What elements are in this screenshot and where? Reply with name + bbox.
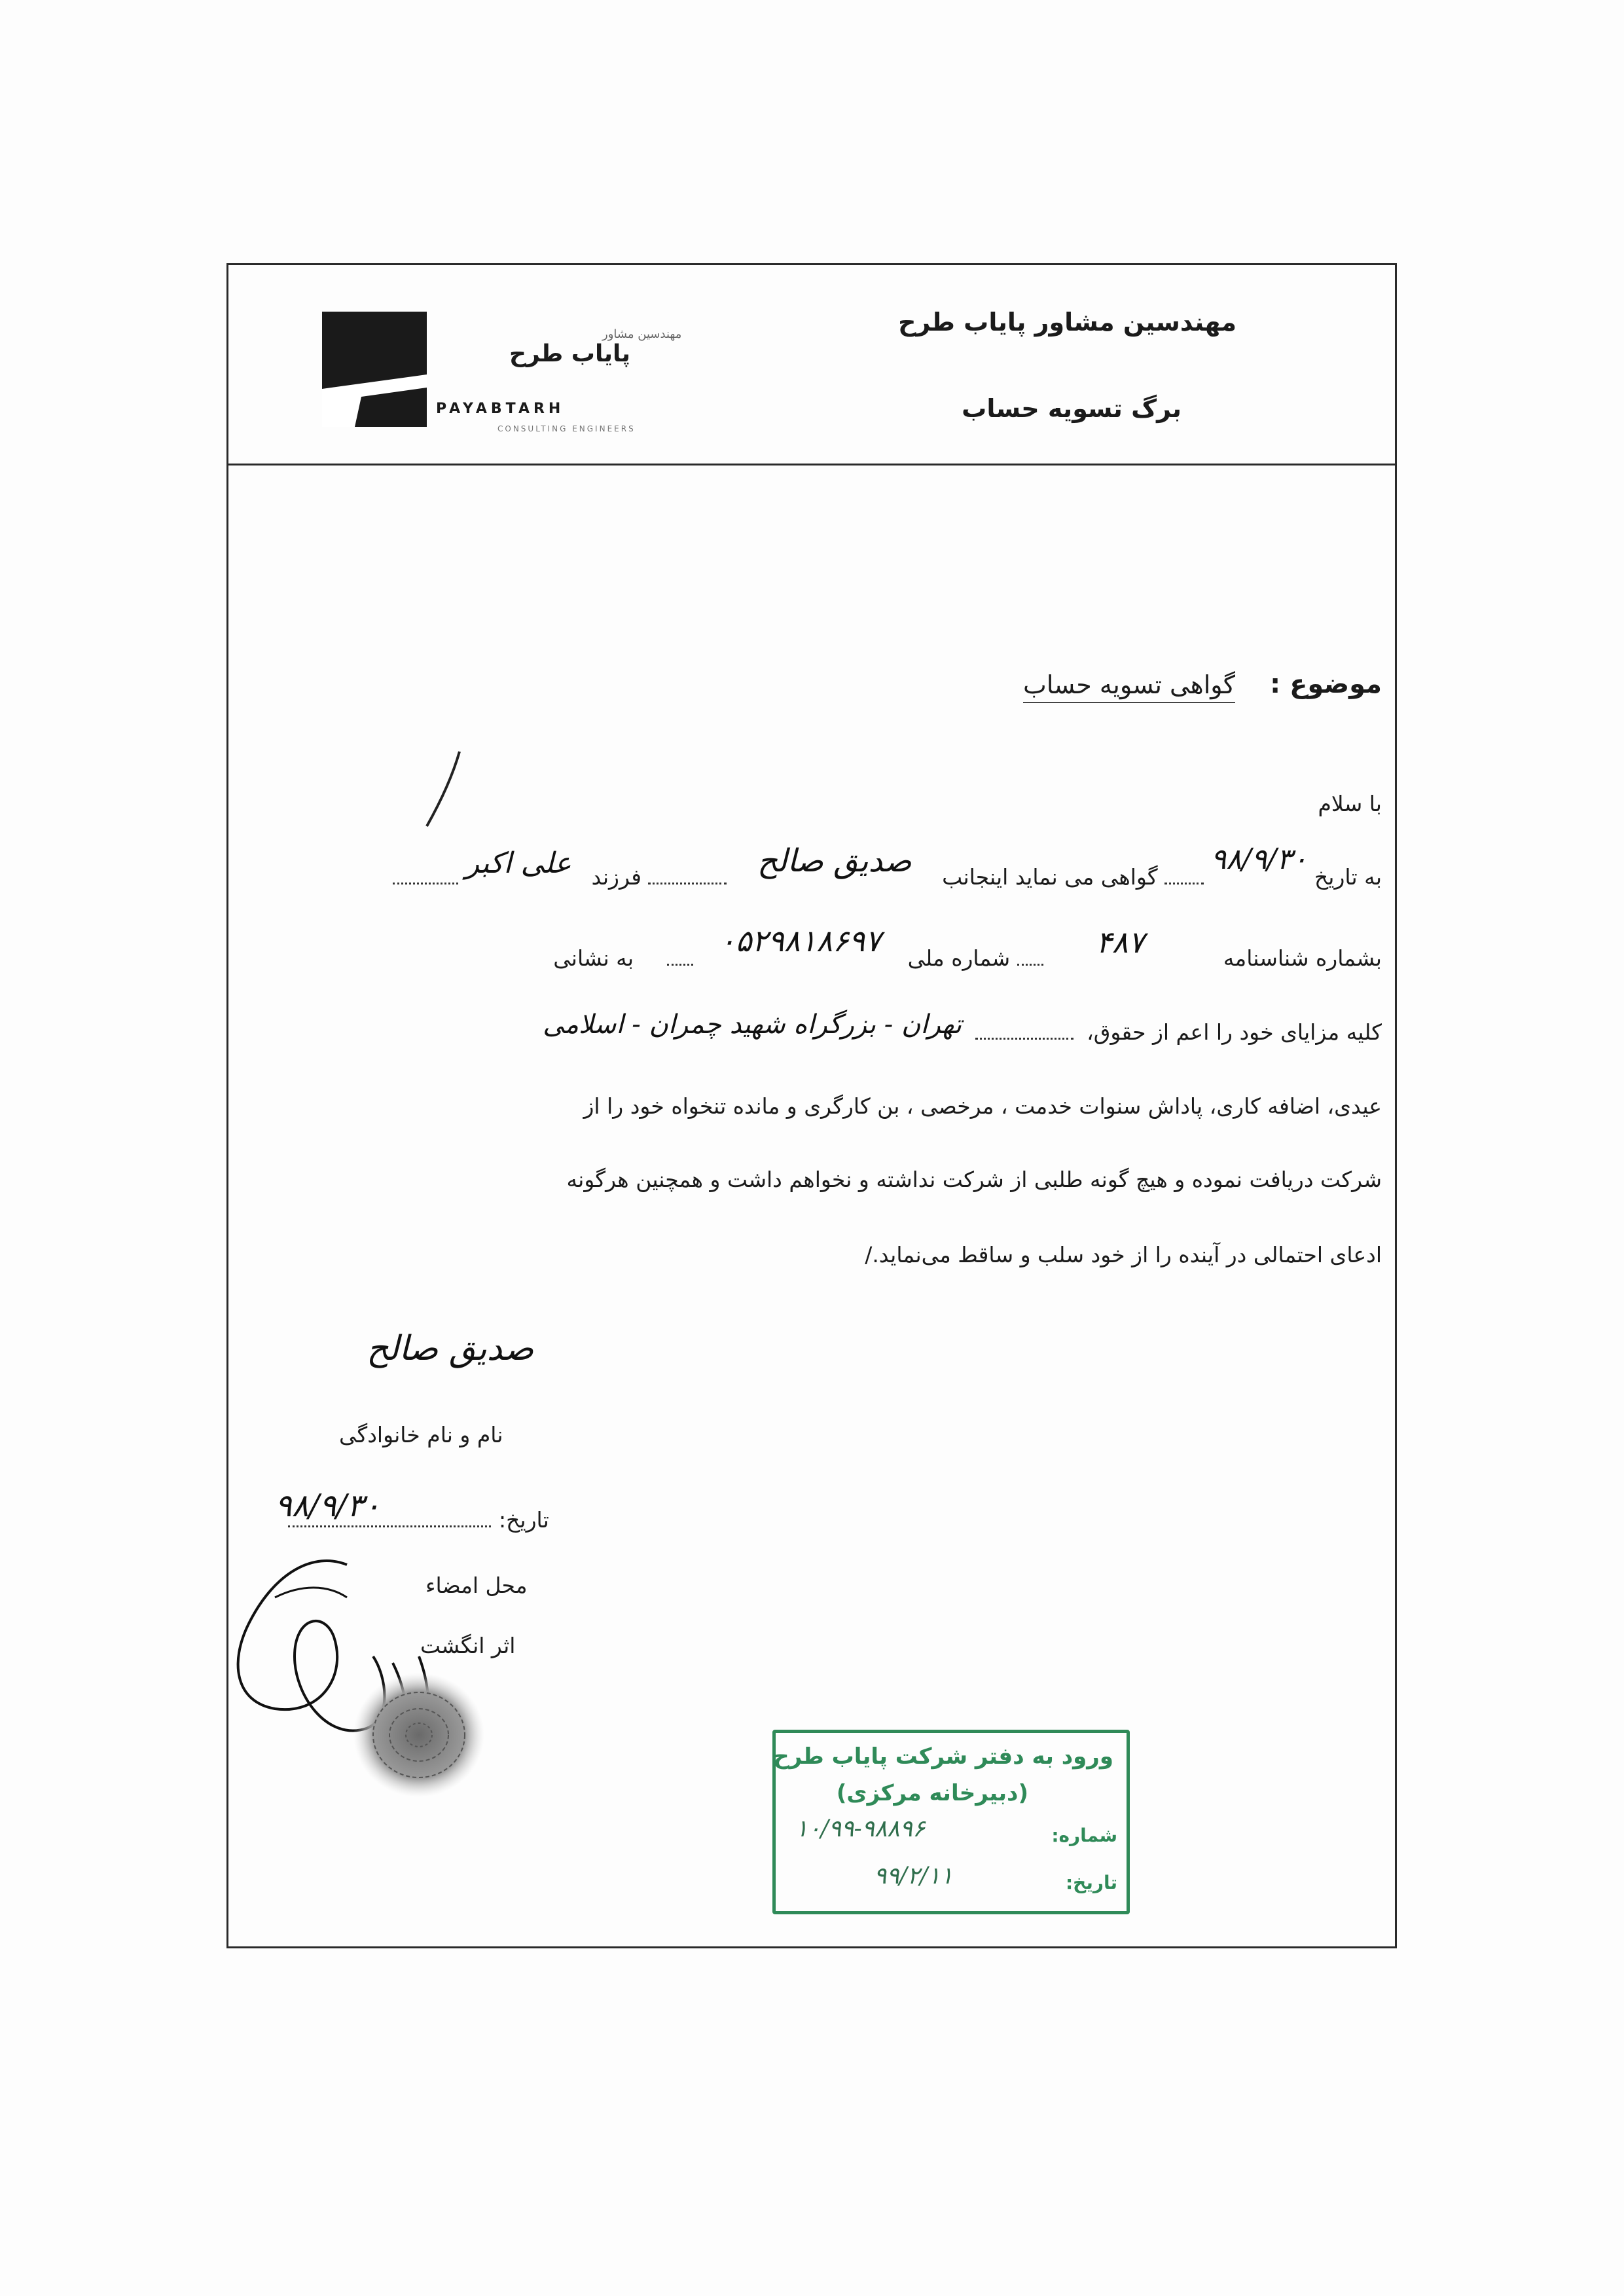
dotted-line: [393, 877, 458, 884]
logo-subtitle-fa: مهندسین مشاور: [602, 327, 682, 341]
id-label: بشماره شناسنامه: [1223, 945, 1382, 971]
header-divider: [226, 464, 1397, 465]
national-label: شماره ملی: [907, 945, 1011, 971]
father-handwritten: علی اکبر: [465, 847, 572, 880]
body-line-7: ادعای احتمالی در آینده را از خود سلب و ساقط می‌نماید./: [865, 1242, 1382, 1267]
dotted-line: [648, 877, 727, 884]
stamp-title: ورود به دفتر شرکت پایاب طرح: [773, 1743, 1113, 1770]
salutation: با سلام: [1318, 791, 1382, 816]
benefits-text: کلیه مزایای خود را اعم از حقوق،: [1087, 1019, 1382, 1045]
logo-name-fa: پایاب طرح: [509, 340, 631, 367]
company-logo-mark: [322, 312, 427, 427]
body-line-6: شرکت دریافت نموده و هیچ گونه طلبی از شرکت نداشته و نخواهم داشت و همچنین هرگونه: [566, 1167, 1382, 1192]
dotted-line: [1164, 877, 1204, 884]
subject-text: گواهی تسویه حساب: [1023, 670, 1235, 703]
logo-mark-graphic: [322, 312, 427, 427]
signer-name-handwritten: صدیق صالح: [367, 1329, 534, 1368]
signer-name-label: نام و نام خانوادگی: [339, 1422, 503, 1448]
stamp-number-handwritten: ۱۰/۹۹-۹۸۸۹۶: [795, 1815, 926, 1842]
form-name: برگ تسویه حساب: [962, 394, 1182, 423]
address-label: به نشانی: [553, 945, 634, 971]
logo-name-en: PAYABTARH: [436, 401, 565, 417]
logo-subtitle-en: CONSULTING ENGINEERS: [497, 424, 636, 433]
signer-date-label: تاریخ:: [499, 1507, 549, 1533]
subject-label: موضوع :: [1270, 669, 1382, 699]
child-of-label: فرزند: [591, 864, 641, 890]
name-handwritten: صدیق صالح: [757, 843, 912, 879]
stamp-date-label: تاریخ:: [1065, 1872, 1117, 1893]
dotted-line: [1017, 958, 1043, 966]
pen-stroke: [419, 746, 471, 831]
national-code-handwritten: ۰۵۲۹۸۱۸۶۹۷: [719, 923, 882, 958]
body-line-address: [543, 1010, 1382, 1046]
address-handwritten: تهران - بزرگراه شهید چمران - اسلامی: [543, 1010, 962, 1040]
dotted-line: [975, 1032, 1074, 1040]
fingerprint-label: اثر انگشت: [420, 1633, 516, 1658]
stamp-number-label: شماره:: [1051, 1825, 1117, 1846]
body-line-date-name: [393, 843, 1382, 892]
date-label: به تاریخ: [1314, 864, 1382, 890]
dotted-line: [667, 958, 693, 966]
body-line-5: عیدی، اضافه کاری، پاداش سنوات خدمت ، مرخصی ، بن کارگری و مانده تنخواه خود را از: [583, 1093, 1382, 1119]
body-line-id: [553, 923, 1382, 973]
certify-text: گواهی می نماید اینجانب: [942, 864, 1158, 890]
signer-date-handwritten: ۹۸/۹/۳۰: [275, 1487, 381, 1524]
office-receipt-stamp: [772, 1730, 1130, 1914]
date-handwritten: ۹۸/۹/۳۰: [1210, 843, 1308, 876]
signer-date-dotted-line: [288, 1525, 491, 1527]
company-name: مهندسین مشاور پایاب طرح: [898, 308, 1236, 337]
id-handwritten: ۴۸۷: [1096, 924, 1145, 960]
stamp-date-handwritten: ۹۹/۲/۱۱: [874, 1863, 953, 1889]
stamp-subtitle: (دبیرخانه مرکزی): [836, 1780, 1028, 1806]
signature-place-label: محل امضاء: [425, 1573, 528, 1598]
fingerprint-graphic: [340, 1663, 497, 1807]
